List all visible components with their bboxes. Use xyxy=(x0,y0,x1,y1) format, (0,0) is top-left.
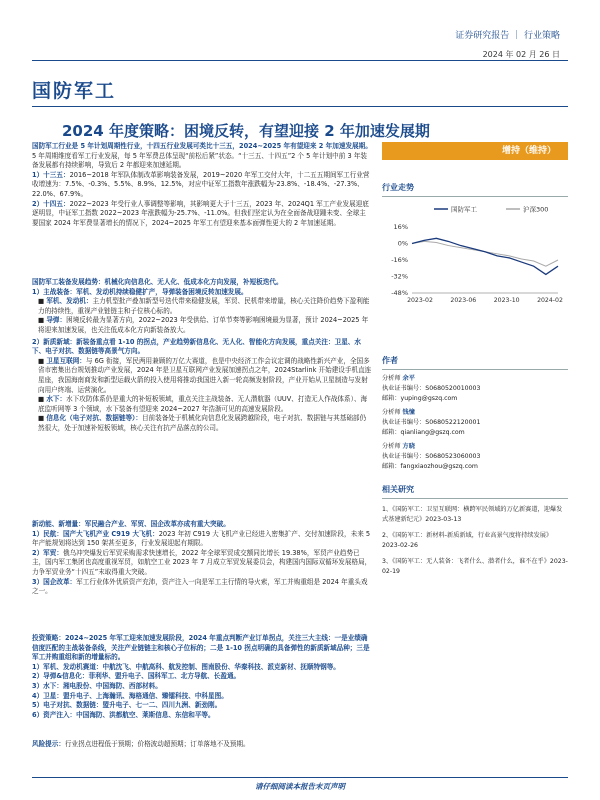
intro-p1: 2016~2018 年军队体制改革影响装备发展，2019~2020 年军工交付大年，十二五五期间军工行业营收增速为：7.5%、-0.3%、5.5%、8.9%、12.5%，对应中证军工指数年涨跌幅为-23.8%、-18.4%、-27.3%、22.0%、67.9%。 xyxy=(32,170,370,198)
section3-p3-head: 3）国企改革： xyxy=(32,577,77,586)
trend-title: 行业走势 xyxy=(382,182,568,197)
author-email[interactable]: 邮箱：qianliang@gszq.com xyxy=(382,429,465,436)
author-role: 分析师 xyxy=(382,409,401,416)
section3-p2: 俄乌冲突爆发后军贸采购需求快速增长，2022 年全球军贸成交额同比增长 19.38%，军贸产业趋势已主，国内军工集团也高度重视军贸，如航空工业 2023 年 7 月成立军贸发展委员会，构建国内国际双循环发展格局，力争军贸业务“十四五”末取得重大突破。 xyxy=(32,548,372,576)
related-item[interactable]: 3、《国防军工：无人装备：飞者什么、潜者什么，谁不在乎》2023-02-19 xyxy=(382,558,568,575)
risk-notice xyxy=(32,740,572,750)
section2-b4-head: 水下： xyxy=(46,395,67,404)
strategy-item-head: 1）军机、发动机赛道： xyxy=(32,662,103,671)
strategy-item xyxy=(32,682,372,692)
strategy-item-head: 5）电子对抗、数据链： xyxy=(32,701,103,710)
report-header xyxy=(455,28,560,60)
intro-lead: 国防军工行业是 5 年计划周期性行业，十四五行业发展可类比十三五，2024~2025 年有望迎来 2 年加速发展期。 xyxy=(32,142,372,150)
author-name: 方晓 xyxy=(402,443,415,450)
author-cert: 执业证书编号：S0680522120001 xyxy=(382,419,481,426)
industry-rule xyxy=(32,106,568,107)
section3-lead: 新动能、新增量：军民融合产业、军贸、国企改革亦成有重大突破。 xyxy=(32,520,230,528)
section2-b1-head: 军机、发动机： xyxy=(46,297,93,306)
strategy-list xyxy=(32,663,372,721)
section3-p1-head: 1）民航：国产大飞机产业 C919 大飞机： xyxy=(32,529,159,538)
author-email[interactable]: 邮箱：yuping@gszq.com xyxy=(382,395,458,402)
strategy-item-body: 湘电股份、中国海防、西部材料。 xyxy=(62,681,162,690)
strategy-item xyxy=(32,672,372,682)
y-tick-label: -16% xyxy=(391,256,408,264)
author-cert: 执业证书编号：S0680523060003 xyxy=(382,453,481,460)
section2-b2-head: 导弹： xyxy=(46,316,67,325)
legend-label: 国防军工 xyxy=(451,205,477,214)
y-tick-label: -32% xyxy=(391,272,408,281)
author-name: 余平 xyxy=(402,375,415,382)
section4-lead: 投资策略：2024~2025 年军工迎来加速发展阶段，2024 年重点判断产业订单拐点，关注三大主线：一是业绩确信度匹配的主战装备条线，关注产业链链主和核心子位标的；二是 1-10 拐点明确的具备弹性的新质新域品种；三是军工并购重组和新的增量标的。 xyxy=(32,634,370,662)
strategy-item-head: 6）资产注入： xyxy=(32,710,77,719)
intro-p2-head: 2）十四五： xyxy=(32,199,70,208)
rating-badge: 增持（维持） xyxy=(382,142,568,160)
author-role: 分析师 xyxy=(382,375,401,382)
x-tick-label: 2023-06 xyxy=(450,297,477,304)
author-cert: 执业证书编号：S0680520010003 xyxy=(382,385,481,392)
legend-label: 沪深300 xyxy=(523,205,549,214)
risk-head: 风险提示： xyxy=(32,740,65,748)
author-entry xyxy=(382,408,568,438)
strategy-item-body: 菲利华、盟升电子、国科军工、北方导航、长盈通。 xyxy=(88,672,241,681)
trend-section: 国防军工装备发展趋势：机械化向信息化、无人化、低成本化方向发展，补短板迭代。 1）主战装备：军机、发动机持续稳健扩产，导弹装备困境反转加速发展。 ■ 军机、发动机：主力机型批产叠加新型号迭代带来稳健发展，军贸、民机带来增量，核心关注降价趋势下盈利能力的持续性，重视产业链链主和子位核心标的。 ■ 导弹：困境反转最为显著方向，2022~2023 年受供给、订单节奏等影响困境最为显著，预计 2024~2025 年将迎来加速发展，也关注低成本化方向新装备放大。 2）新质新域：新装备重点看 1-10 的拐点，产业趋势新信息化、无人化、智能化方向发展，重点关注：卫星、水下、电子对抗、数据链等高景气方向。 ■ 卫星互联网：与 6G 衔接，军民两用兼顾的万亿大赛道，也是中央经济工作会议定调的战略性新兴产业，全国多省市密集出台规划推动产业发展，2024 年是卫星互联网产业发展加速拐点之年，2024Starlink 开始建设手机直连星座，我国海南商发和新型运载火箭的投入使用将推动我国进入新一轮高频发射阶段，产业开始从卫星制造与发射向用户终端、运营演化。 ■ 水下：水下攻防体系仍是重大的补短板领域，重点关注主战装备、无人潜航器（UUV、打造无人作战体系）、海底监听网等 3 个领域，水下装备有望迎来 2024~2027 年浩渐可见的高速发展阶段。 ■ 信息化（电子对抗、数据链等）：目前装备处于机械化向信息化发展跨越阶段，电子对抗、数据链与其基础部仍然很大，处于加速补短板领域，核心关注有抗产品落点的公司。 xyxy=(32,278,372,432)
strategy-item xyxy=(32,711,372,721)
strategy-item-head: 3）水下： xyxy=(32,681,63,690)
x-tick-label: 2023-02 xyxy=(407,297,433,304)
footer-note: 请仔细阅读本报告末页声明 xyxy=(255,782,345,791)
risk-body: 行业拐点进程低于预期；价格波动超预期；订单落地不及预期。 xyxy=(64,740,250,748)
section2-b3: 与 6G 衔接，军民两用兼顾的万亿大赛道，也是中央经济工作会议定调的战略性新兴产业，全国多省市密集出台规划推动产业发展，2024 年是卫星互联网产业发展加速拐点之年，2024Starlink 开始建设手机直连星座，我国海南商发和新型运载火箭的投入使用将推动我国进入新一轮高频发射阶段，产业开始从卫星制造与发射向用户终端、运营演化。 xyxy=(38,356,372,394)
header-rule xyxy=(32,60,568,61)
author-name: 钱憧 xyxy=(402,409,415,416)
strategy-item-body: 盟升电子、上海瀚讯、海格通信、臻镭科技、中科星图。 xyxy=(62,691,228,700)
authors-list xyxy=(382,374,568,472)
related-title: 相关研究 xyxy=(382,484,568,499)
intro-p2: 2022~2023 年受行业人事调整等影响，其影响更大于十三五，2023 年、2024Q1 军工产业发展迎底逐明显，中证军工指数 2022~2023 年涨跌幅为-25.7%、-11.0%。但我们坚定认为在全面备战迎踵未变、全球主要国家 2024 年军费显著增长的情况下，2024~2025 年军工有望迎来基本面弹性更大的 2 年加速延期。 xyxy=(32,199,369,227)
report-category: 证券研究报告 ｜ 行业策略 xyxy=(455,31,560,41)
section2-b3-head: 卫星互联网： xyxy=(46,356,86,365)
section3-p2-head: 2）军贸： xyxy=(32,548,63,557)
authors-title: 作者 xyxy=(382,355,568,370)
author-entry xyxy=(382,442,568,472)
strategy-item-head: 4）卫星： xyxy=(32,691,63,700)
strategy-item-body: 中航沈飞、中航高科、航发控制、图南股份、华秦科技、派克新材、抚顺特钢等。 xyxy=(102,662,340,671)
y-tick-label: 16% xyxy=(393,223,408,231)
section3-p1: 2023 年初 C919 大飞机产业已经进入密集扩产、交付加速阶段，未来 5 年产能规划将达到 150 架甚至更多，行业发展迎起有期限。 xyxy=(32,529,371,548)
series-line-csi300 xyxy=(412,241,558,266)
author-email[interactable]: 邮箱：fangxiaozhou@gszq.com xyxy=(382,463,478,470)
section2-p1-head: 1）主战装备：军机、发动机持续稳健扩产，导弹装备困境反转加速发展。 xyxy=(32,287,248,296)
section2-b1: 主力机型批产叠加新型号迭代带来稳健发展，军贸、民机带来增量，核心关注降价趋势下盈利能力的持续性，重视产业链链主和子位核心标的。 xyxy=(38,297,370,315)
intro-p1-head: 1）十三五： xyxy=(32,170,70,179)
strategy-item-body: 盟升电子、七一二、四川九洲、新劲刚。 xyxy=(102,701,222,710)
section2-b2: 困境反转最为显著方向，2022~2023 年受供给、订单节奏等影响困境最为显著，预计 2024~2025 年将迎来加速发展，也关注低成本化方向新装备放大。 xyxy=(38,316,369,334)
strategy-section xyxy=(32,634,372,720)
report-date: 2024 年 02 月 26 日 xyxy=(482,50,560,59)
new-momentum-section xyxy=(32,520,372,597)
strategy-item xyxy=(32,663,372,673)
related-list xyxy=(382,505,568,577)
x-tick-label: 2024-02 xyxy=(537,297,563,304)
related-item[interactable]: 1、《国防军工：卫星互联网：横跨军民领域的万亿新赛道，迎爆发式基建新纪元》2023-03-13 xyxy=(382,506,563,523)
author-role: 分析师 xyxy=(382,443,401,450)
section3-p3: 军工行业体外优质资产充沛，资产注入一向是军工主行情的导火索，军工并购重组是 2024 年重头戏之一。 xyxy=(32,577,368,596)
section2-p2-head: 2）新质新域：新装备重点看 1-10 的拐点，产业趋势新信息化、无人化、智能化方向发展，重点关注：卫星、水下、电子对抗、数据链等高景气方向。 xyxy=(32,337,361,356)
series-line-defense xyxy=(412,238,558,274)
section2-b4: 水下攻防体系仍是重大的补短板领域，重点关注主战装备、无人潜航器（UUV、打造无人作战体系）、海底监听网等 3 个领域，水下装备有望迎来 2024~2027 年浩渐可见的高速发展阶段。 xyxy=(38,395,368,413)
related-item[interactable]: 2、《国防军工：新材料-新质新域，行业高景气度将持续发展》2023-02-26 xyxy=(382,532,553,549)
strategy-item-head: 2）导弹&信息化： xyxy=(32,672,89,681)
x-tick-label: 2023-10 xyxy=(493,297,520,304)
sidebar xyxy=(382,142,568,583)
strategy-item-body: 中国海防、洪都航空、莱斯信息、东信和平等。 xyxy=(76,710,215,719)
intro-lead-tail: 5 年周期维度看军工行业发展，每 5 年军费总体呈现“前松后紧”状态。“十三五、十四五”2 个 5 年计划中前 3 年装备发展都有持续影响，导致后 2 年都迎来加速延期。 xyxy=(32,151,367,170)
trend-chart xyxy=(382,197,568,307)
footer-rule xyxy=(32,777,568,778)
section2-b5-head: 信息化（电子对抗、数据链等）： xyxy=(46,414,142,423)
industry-name: 国防军工 xyxy=(32,80,117,102)
section2-lead: 国防军工装备发展趋势：机械化向信息化、无人化、低成本化方向发展，补短板迭代。 xyxy=(32,278,283,286)
strategy-item xyxy=(32,701,372,711)
y-tick-label: 0% xyxy=(397,239,408,248)
strategy-item xyxy=(32,692,372,702)
trend-chart-svg xyxy=(382,197,568,307)
y-tick-label: -48% xyxy=(391,289,408,297)
section2-b5: 目前装备处于机械化向信息化发展跨越阶段，电子对抗、数据链与其基础部仍然很大，处于加速补短板领域，核心关注有抗产品落点的公司。 xyxy=(38,414,367,432)
intro-section xyxy=(32,142,372,228)
author-entry xyxy=(382,374,568,404)
report-title: 2024 年度策略：困境反转，有望迎接 2 年加速发展期 xyxy=(62,122,430,140)
